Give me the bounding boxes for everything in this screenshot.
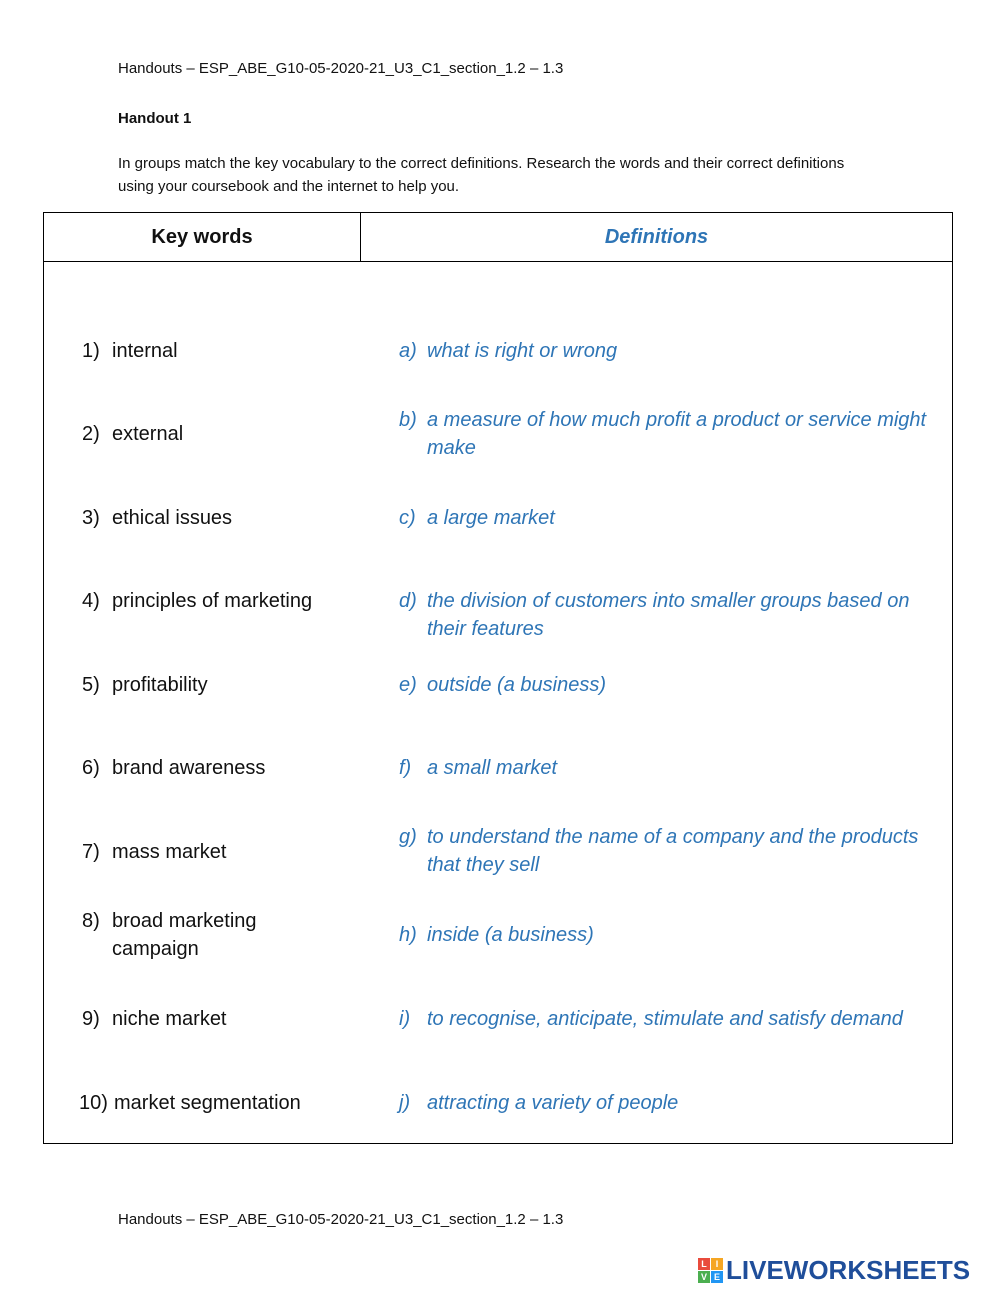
vocabulary-table	[43, 212, 953, 1144]
key-word-6: 6) brand awareness	[82, 757, 266, 779]
logo-mark-icon	[698, 1258, 723, 1283]
logo-mark-letter: L	[698, 1258, 710, 1270]
logo-mark-letter: I	[711, 1258, 723, 1270]
logo-text: LIVEWORKSHEETS	[726, 1254, 971, 1285]
definition-a: a) what is right or wrong	[399, 340, 618, 362]
key-word-8: 8) broad marketing campaign	[82, 910, 257, 960]
key-word-9: 9) niche market	[82, 1008, 227, 1030]
key-word-10: 10) market segmentation	[79, 1092, 301, 1114]
table-header-row	[44, 213, 952, 262]
key-word-4: 4) principles of marketing	[82, 590, 313, 612]
instructions: In groups match the key vocabulary to the correct definitions. Research the words and their correct definitions using your coursebook and the internet to help you.	[118, 155, 845, 195]
page-footer: Handouts – ESP_ABE_G10-05-2020-21_U3_C1_section_1.2 – 1.3	[118, 1211, 564, 1228]
column-header-key-words: Key words	[151, 226, 253, 248]
handout-title: Handout 1	[118, 110, 192, 127]
key-word-2: 2) external	[82, 423, 184, 445]
page-header: Handouts – ESP_ABE_G10-05-2020-21_U3_C1_section_1.2 – 1.3	[118, 60, 564, 77]
definition-j: j) attracting a variety of people	[399, 1092, 679, 1114]
column-header-definitions: Definitions	[604, 226, 709, 248]
definition-i: i) to recognise, anticipate, stimulate and satisfy demand	[399, 1008, 903, 1030]
key-word-3: 3) ethical issues	[82, 507, 233, 529]
definition-g: g) to understand the name of a company and the products that they sell	[399, 826, 919, 876]
definition-h: h) inside (a business)	[399, 924, 594, 946]
definition-f: f) a small market	[399, 757, 558, 779]
logo-mark-letter: E	[711, 1271, 723, 1283]
logo-mark-letter: V	[698, 1271, 710, 1283]
key-word-1: 1) internal	[82, 340, 178, 362]
definition-e: e) outside (a business)	[399, 674, 606, 696]
key-word-5: 5) profitability	[82, 674, 208, 696]
definition-b: b) a measure of how much profit a product or service might make	[399, 409, 927, 459]
definition-c: c) a large market	[399, 507, 555, 529]
definition-d: d) the division of customers into smaller groups based on their features	[399, 590, 910, 640]
liveworksheets-logo	[698, 1256, 970, 1284]
key-word-7: 7) mass market	[82, 841, 227, 863]
